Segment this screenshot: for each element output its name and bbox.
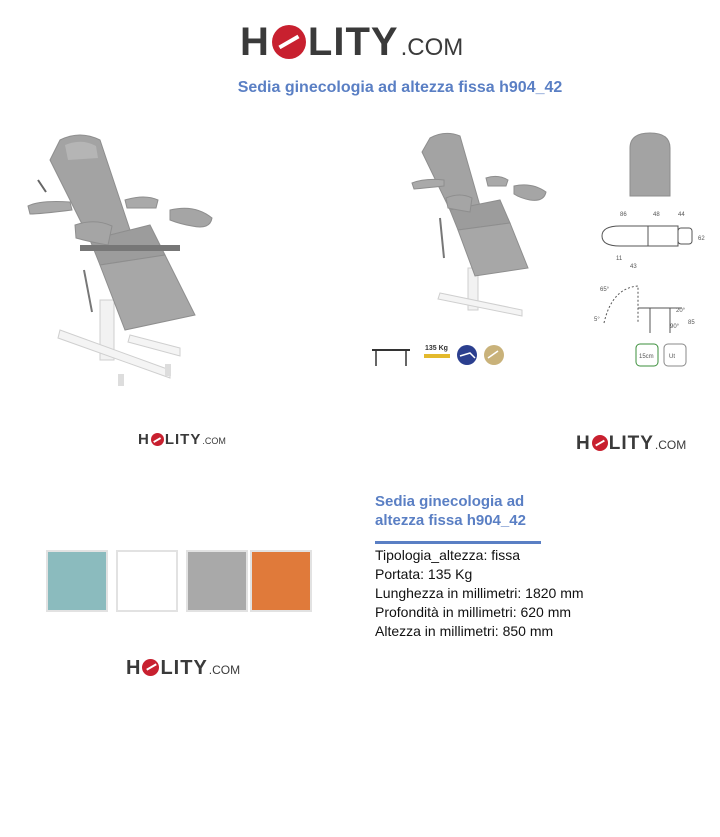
logo-letters-lity: LITY <box>164 431 202 448</box>
feature-icons-row <box>370 340 510 370</box>
spec-capacity: Portata: 135 Kg <box>375 566 473 582</box>
logo-o-icon <box>151 433 164 446</box>
technical-drawing <box>590 128 710 373</box>
svg-text:44: 44 <box>678 212 685 218</box>
logo-letters-lity: LITY <box>160 657 208 679</box>
side-view-drawing <box>594 286 695 333</box>
spec-height-type: Tipologia_altezza: fissa <box>375 547 521 563</box>
user-badge-icon <box>664 344 686 366</box>
color-swatch-aqua[interactable] <box>46 550 108 612</box>
svg-text:86: 86 <box>620 212 627 218</box>
svg-text:48: 48 <box>653 212 660 218</box>
holity-logo-bottom[interactable] <box>126 657 240 680</box>
svg-text:11: 11 <box>616 256 623 262</box>
height-badge-icon <box>636 344 658 366</box>
svg-text:Ut: Ut <box>669 354 675 360</box>
weight-capacity-label: 135 Kg <box>425 345 448 352</box>
svg-text:43: 43 <box>630 264 637 270</box>
logo-domain: .COM <box>400 34 464 61</box>
spec-length: Lunghezza in millimetri: 1820 mm <box>375 585 584 601</box>
logo-letter-h: H <box>240 20 270 64</box>
logo-letters-lity: LITY <box>307 20 399 64</box>
logo-letter-h: H <box>126 657 142 679</box>
svg-text:65°: 65° <box>600 287 610 293</box>
svg-text:62: 62 <box>698 236 705 242</box>
spec-height: Altezza in millimetri: 850 mm <box>375 623 554 639</box>
color-swatch-white[interactable] <box>116 550 178 612</box>
reclining-icon <box>457 345 477 365</box>
holity-logo-right[interactable] <box>576 433 686 455</box>
logo-letter-h: H <box>576 433 591 454</box>
top-view-drawing <box>602 212 705 270</box>
svg-text:85: 85 <box>688 320 695 326</box>
logo-domain: .COM <box>654 438 687 452</box>
product-title: Sedia ginecologia ad altezza fissa h904_42 <box>375 493 526 529</box>
product-specs <box>375 546 584 641</box>
svg-text:90°: 90° <box>670 324 680 330</box>
svg-text:20°: 20° <box>676 308 686 314</box>
weight-capacity-icon <box>424 345 450 358</box>
page-title: Sedia ginecologia ad altezza fissa h904_42 <box>237 79 563 96</box>
title-divider <box>375 541 541 544</box>
svg-text:5°: 5° <box>594 317 600 323</box>
color-swatch-orange[interactable] <box>250 550 312 612</box>
logo-o-icon <box>142 659 159 676</box>
chair-product-image[interactable] <box>20 130 220 392</box>
logo-letters-lity: LITY <box>608 433 654 454</box>
logo-o-icon <box>592 435 608 451</box>
headrest-drawing <box>630 133 670 196</box>
color-swatch-grey[interactable] <box>186 550 248 612</box>
logo-domain: .COM <box>208 663 241 677</box>
holity-logo-small[interactable] <box>138 431 226 448</box>
logo-letter-h: H <box>138 431 150 448</box>
holity-logo[interactable] <box>240 20 463 65</box>
logo-domain: .COM <box>202 436 226 446</box>
chair-side-image[interactable] <box>410 128 550 328</box>
spec-depth: Profondità in millimetri: 620 mm <box>375 604 572 620</box>
adjust-icon <box>484 345 504 365</box>
logo-o-icon <box>272 25 306 59</box>
table-icon <box>372 350 410 366</box>
svg-text:15cm: 15cm <box>639 354 654 360</box>
